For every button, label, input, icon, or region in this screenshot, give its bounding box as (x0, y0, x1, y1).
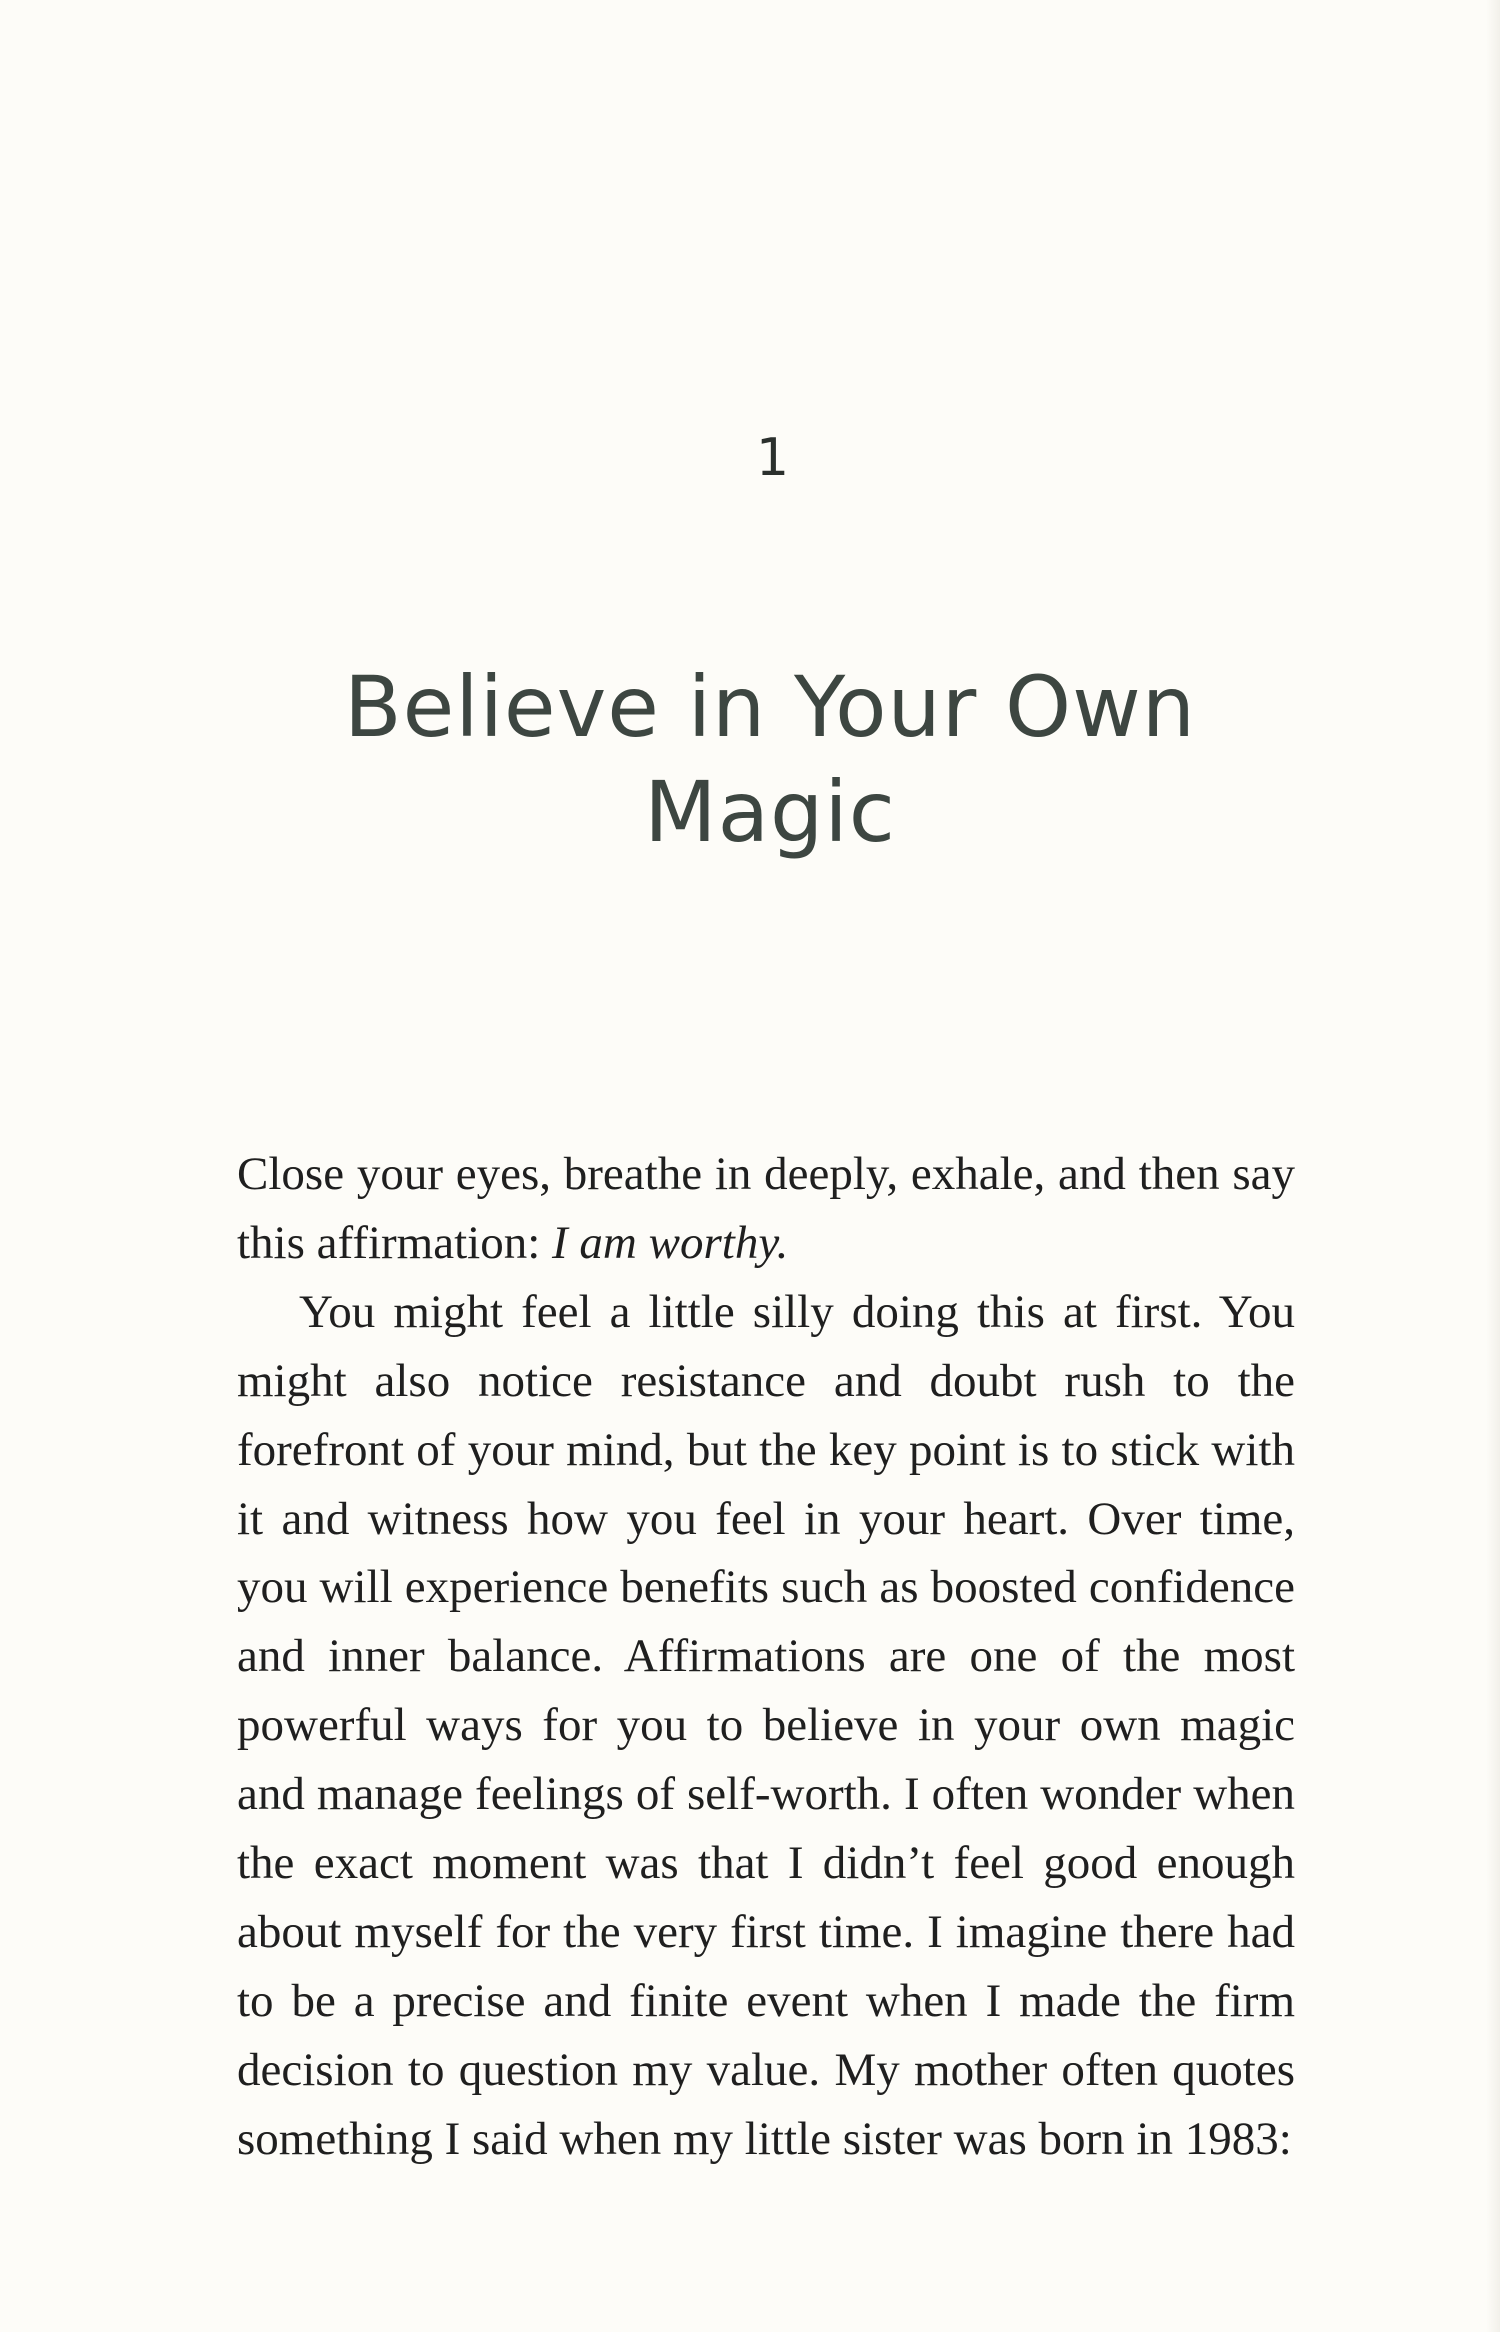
page-edge (1486, 0, 1500, 2332)
paragraph-1 (237, 1140, 1295, 1278)
chapter-title (240, 655, 1300, 865)
chapter-number: 1 (755, 428, 790, 488)
chapter-title-line-1: Believe in Your Own (343, 658, 1197, 756)
paragraph-2: You might feel a little silly doing this at first. You might also notice resistance and doubt rush to the forefront of your mind, but the key point is to stick with it and witness how you feel in your heart. Over time, you will experience benefits such as boosted confidence and inner balance. Affirmations are one of the most powerful ways for you to believe in your own magic and manage feelings of self-worth. I often wonder when the exact moment was that I didn’t feel good enough about myself for the very first time. I imagine there had to be a precise and finite event when I made the firm decision to question my value. My mother often quotes something I said when my little sister was born in 1983: (237, 1285, 1295, 2165)
paragraph-1-text: Close your eyes, breathe in deeply, exhale, and then say this affirmation: (237, 1148, 1295, 1269)
affirmation-text: I am worthy. (552, 1216, 789, 1269)
chapter-title-line-2: Magic (644, 763, 896, 861)
chapter-body (237, 1140, 1295, 2174)
